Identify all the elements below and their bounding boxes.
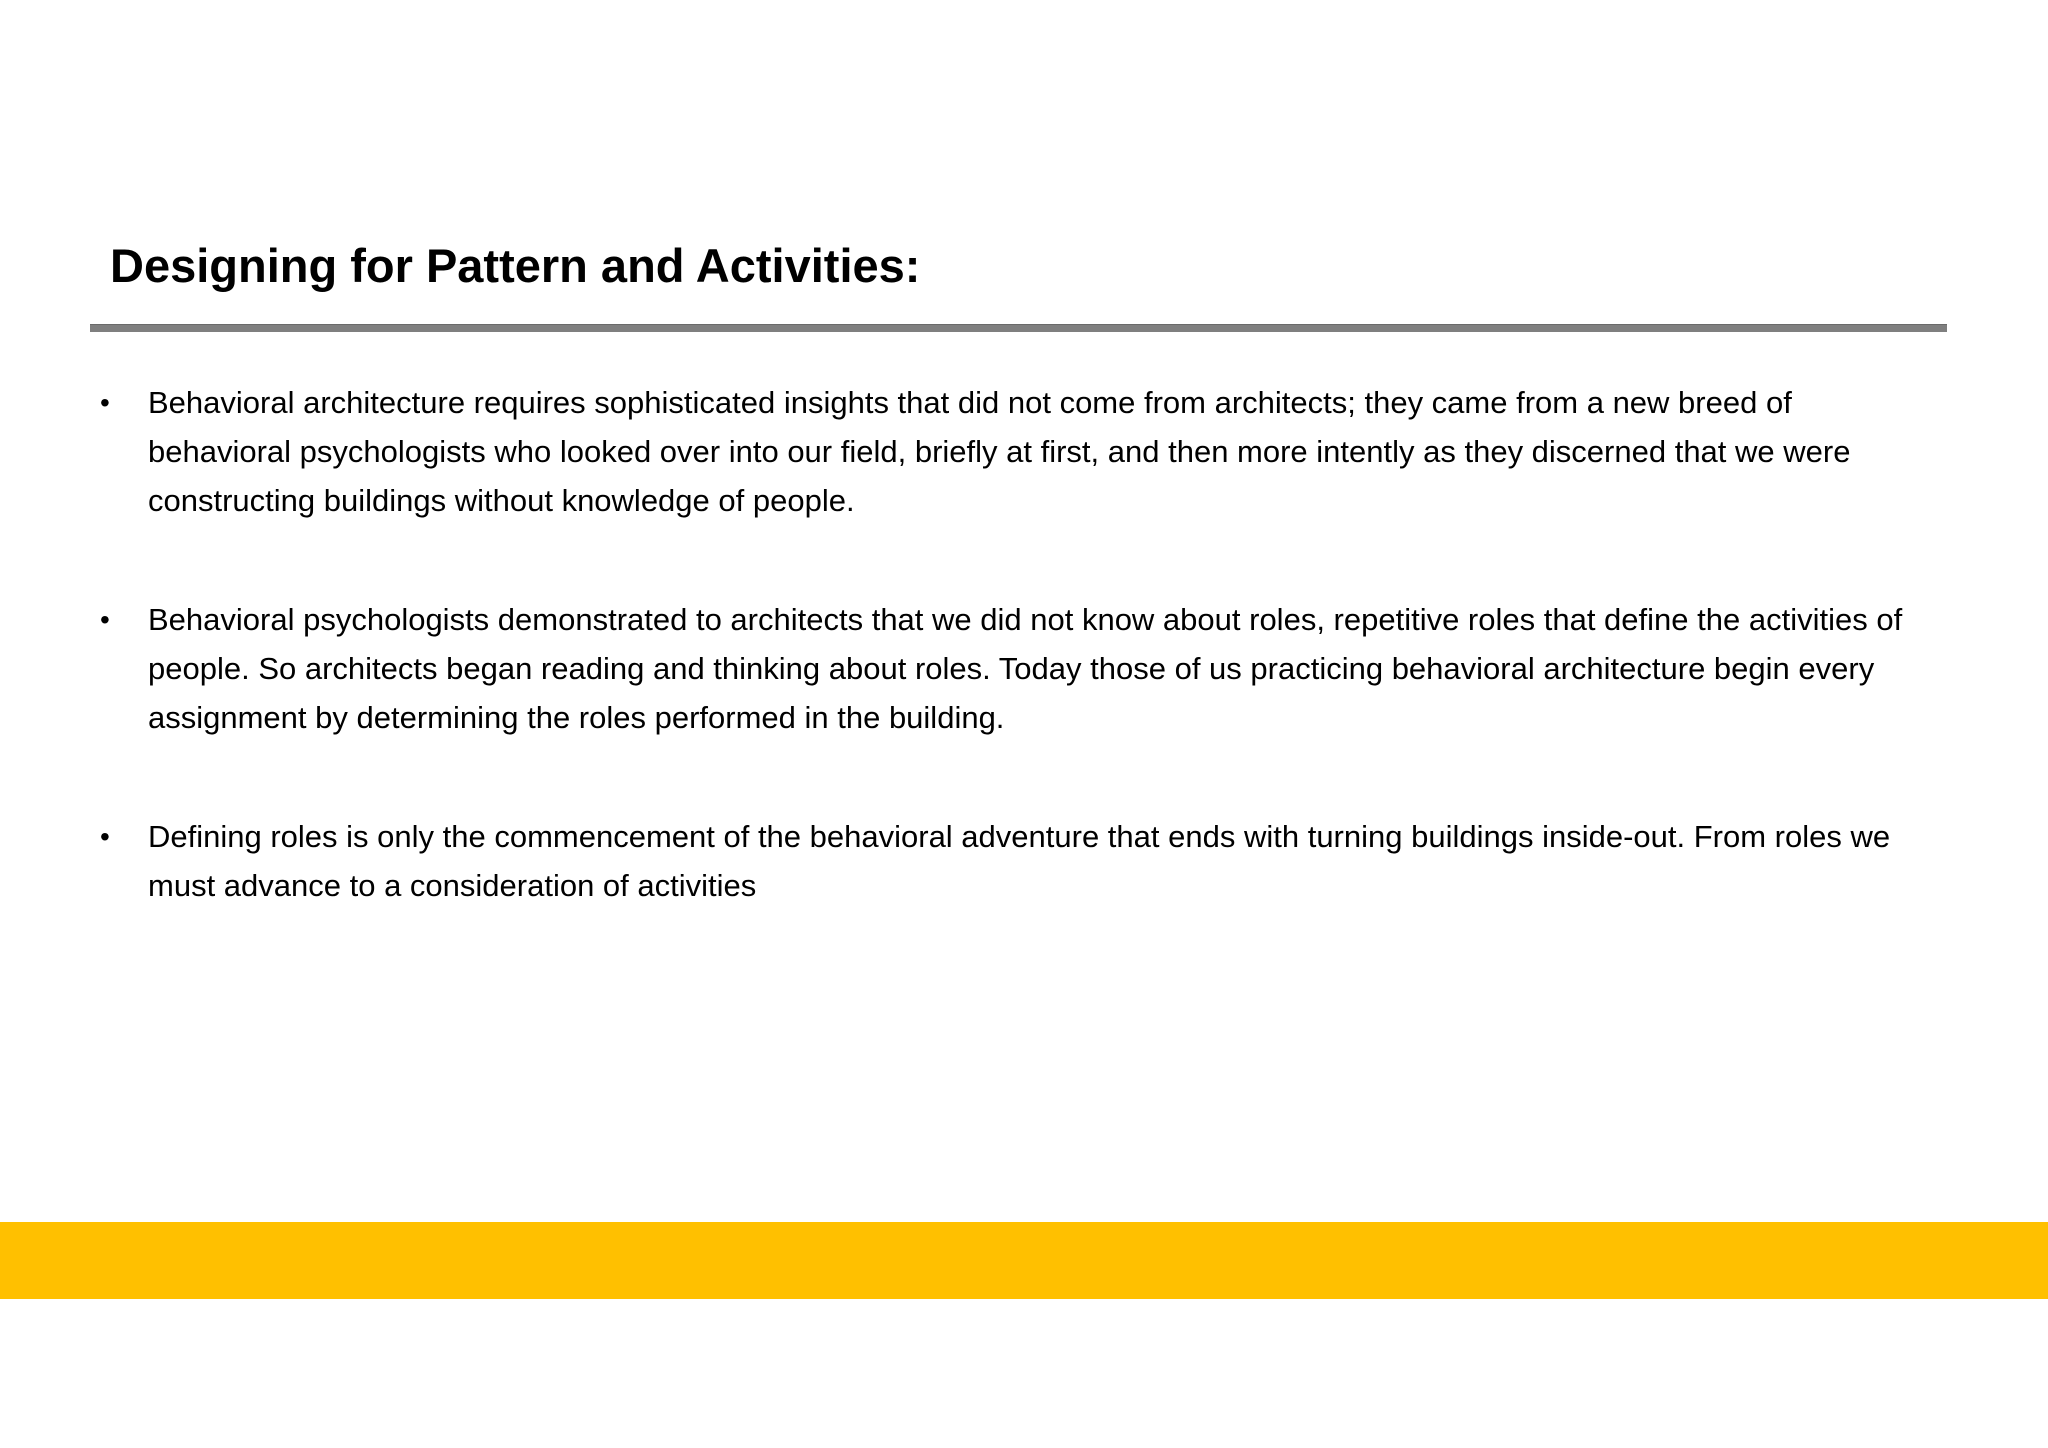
bullet-text-1: Behavioral architecture requires sophisticated insights that did not come from architects; they came from a new breed of behavioral psychologists who looked over into our field, briefly at first, and then more intently as they discerned that we were constructing buildings without knowledge of people. [148,385,1851,518]
bullet-item-1 [100,378,1940,525]
title-divider [90,324,1947,332]
bullet-marker-icon: • [100,387,110,418]
bullet-list [100,378,1940,980]
bullet-item-3 [100,812,1940,910]
bottom-accent-bar [0,1222,2048,1299]
bullet-text-2: Behavioral psychologists demonstrated to architects that we did not know about roles, repetitive roles that define the activities of people. So architects began reading and thinking about roles. Today those of us practicing behavioral architecture begin every assignment by determining the roles performed in the building. [148,602,1903,735]
bullet-text-3: Defining roles is only the commencement of the behavioral adventure that ends with turning buildings inside-out. From roles we must advance to a consideration of activities [148,819,1891,903]
slide-title: Designing for Pattern and Activities: [110,239,921,292]
bullet-marker-icon: • [100,604,110,635]
bullet-item-2 [100,595,1940,742]
bullet-marker-icon: • [100,821,110,852]
